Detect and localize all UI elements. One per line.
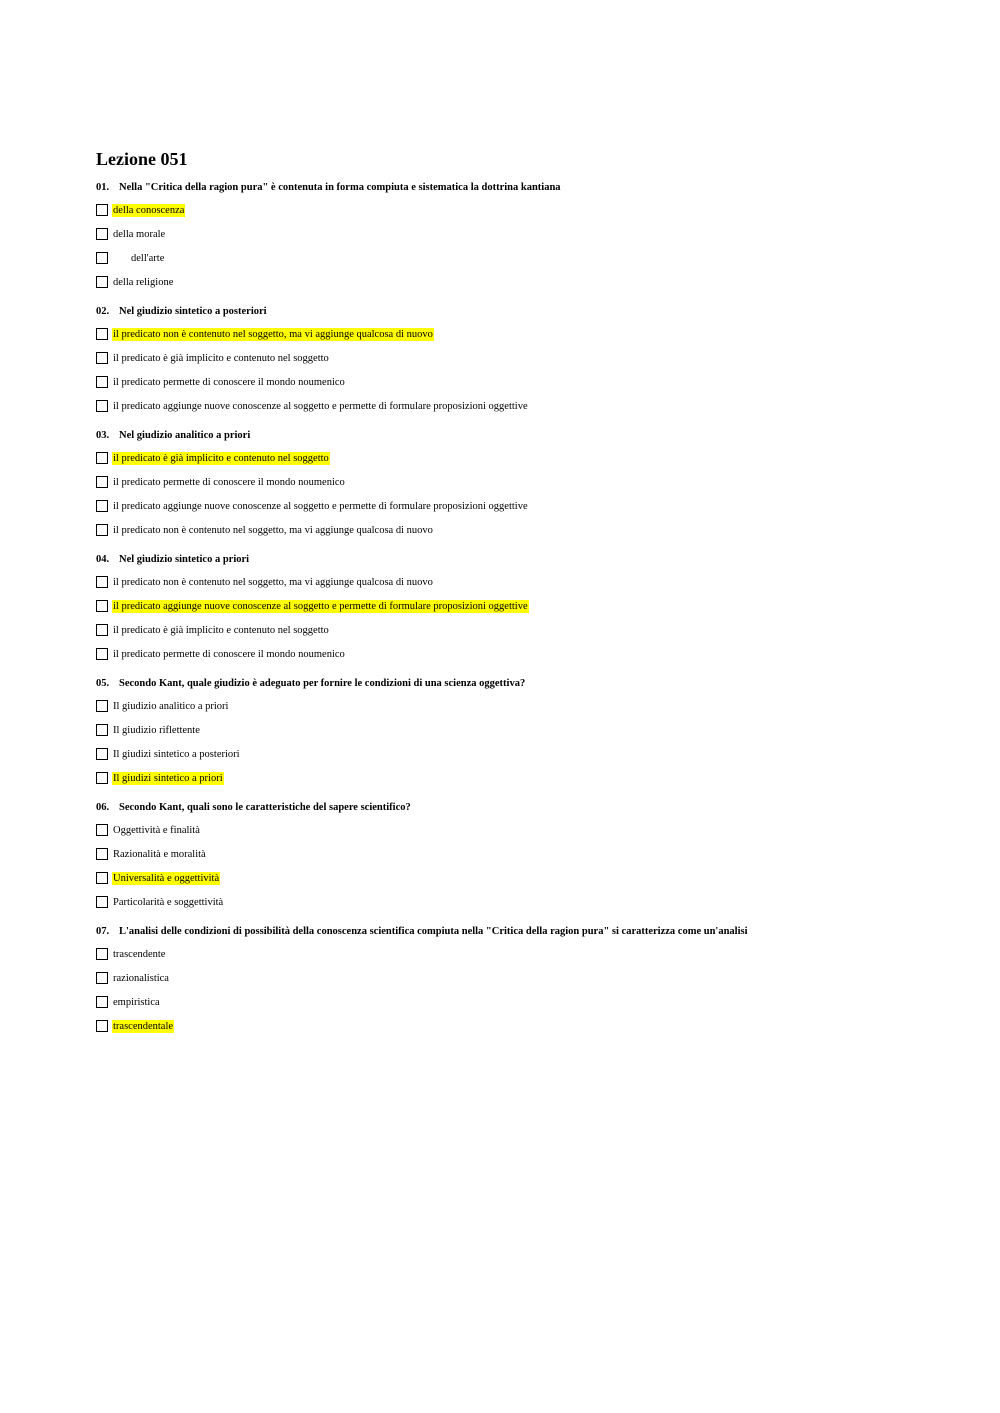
answer-label-correct: il predicato aggiunge nuove conoscenze al soggetto e permette di formulare proposizioni oggettive <box>113 600 528 612</box>
answer-option[interactable] <box>96 990 916 1014</box>
question-number: 04. <box>96 554 110 565</box>
question-text <box>96 925 916 939</box>
answer-option[interactable] <box>96 346 916 370</box>
answer-label-correct: Il giudizi sintetico a priori <box>113 772 223 784</box>
answer-option[interactable] <box>96 246 916 270</box>
question-06 <box>96 801 916 914</box>
answer-option[interactable] <box>96 718 916 742</box>
checkbox[interactable] <box>96 376 108 388</box>
question-label: Secondo Kant, quale giudizio è adeguato per fornire le condizioni di una scienza oggettiva? <box>119 678 526 689</box>
question-text <box>96 305 916 319</box>
answer-option[interactable] <box>96 470 916 494</box>
answer-label: il predicato è già implicito e contenuto nel soggetto <box>113 624 329 636</box>
checkbox[interactable] <box>96 576 108 588</box>
question-number: 06. <box>96 802 110 813</box>
answer-option[interactable] <box>96 570 916 594</box>
question-text <box>96 677 916 691</box>
answer-label-correct: il predicato non è contenuto nel soggetto, ma vi aggiunge qualcosa di nuovo <box>113 328 433 340</box>
checkbox[interactable] <box>96 848 108 860</box>
checkbox[interactable] <box>96 228 108 240</box>
question-label: Nella "Critica della ragion pura" è contenuta in forma compiuta e sistematica la dottrina kantiana <box>119 182 561 193</box>
checkbox[interactable] <box>96 748 108 760</box>
answer-option[interactable] <box>96 198 916 222</box>
answer-label: Razionalità e moralità <box>113 848 206 860</box>
answer-option[interactable] <box>96 1014 916 1038</box>
answer-option[interactable] <box>96 370 916 394</box>
question-02 <box>96 305 916 418</box>
answer-option[interactable] <box>96 222 916 246</box>
answer-option[interactable] <box>96 594 916 618</box>
checkbox[interactable] <box>96 476 108 488</box>
answer-option[interactable] <box>96 818 916 842</box>
answer-option[interactable] <box>96 942 916 966</box>
checkbox[interactable] <box>96 700 108 712</box>
checkbox[interactable] <box>96 824 108 836</box>
answer-option[interactable] <box>96 890 916 914</box>
answer-label: trascendente <box>113 948 166 960</box>
question-number: 02. <box>96 306 110 317</box>
checkbox[interactable] <box>96 600 108 612</box>
checkbox[interactable] <box>96 500 108 512</box>
checkbox[interactable] <box>96 724 108 736</box>
question-label: Secondo Kant, quali sono le caratteristiche del sapere scientifico? <box>119 802 411 813</box>
answer-label: Oggettività e finalità <box>113 824 200 836</box>
answer-label-correct: il predicato è già implicito e contenuto nel soggetto <box>113 452 329 464</box>
answer-option[interactable] <box>96 842 916 866</box>
question-01 <box>96 181 916 294</box>
answer-option[interactable] <box>96 446 916 470</box>
answer-label: il predicato non è contenuto nel soggetto, ma vi aggiunge qualcosa di nuovo <box>113 524 433 536</box>
question-label: Nel giudizio sintetico a posteriori <box>119 306 267 317</box>
checkbox[interactable] <box>96 896 108 908</box>
checkbox[interactable] <box>96 1020 108 1032</box>
question-05 <box>96 677 916 790</box>
answer-label: il predicato permette di conoscere il mondo noumenico <box>113 648 345 660</box>
checkbox[interactable] <box>96 996 108 1008</box>
checkbox[interactable] <box>96 624 108 636</box>
answer-label: Particolarità e soggettività <box>113 896 224 908</box>
answer-option[interactable] <box>96 866 916 890</box>
answer-label-correct: Universalità e oggettività <box>113 872 220 884</box>
question-number: 01. <box>96 182 110 193</box>
answer-label: il predicato permette di conoscere il mondo noumenico <box>113 476 345 488</box>
question-text <box>96 181 916 195</box>
answer-label-correct: trascendentale <box>113 1020 174 1032</box>
checkbox[interactable] <box>96 772 108 784</box>
checkbox[interactable] <box>96 524 108 536</box>
answer-option[interactable] <box>96 518 916 542</box>
question-04 <box>96 553 916 666</box>
checkbox[interactable] <box>96 352 108 364</box>
question-03 <box>96 429 916 542</box>
question-label: L'analisi delle condizioni di possibilità della conoscenza scientifica compiuta nella "Critica della ragion pura" si caratterizza come un'analisi <box>119 926 748 937</box>
document-page <box>96 148 916 1038</box>
checkbox[interactable] <box>96 872 108 884</box>
answer-label: razionalistica <box>113 972 169 984</box>
answer-option[interactable] <box>96 394 916 418</box>
checkbox[interactable] <box>96 204 108 216</box>
question-label: Nel giudizio analitico a priori <box>119 430 251 441</box>
answer-label: il predicato aggiunge nuove conoscenze al soggetto e permette di formulare proposizioni oggettive <box>113 400 528 412</box>
question-text <box>96 429 916 443</box>
answer-option[interactable] <box>96 694 916 718</box>
answer-option[interactable] <box>96 742 916 766</box>
answer-option[interactable] <box>96 494 916 518</box>
answer-label: il predicato permette di conoscere il mondo noumenico <box>113 376 345 388</box>
answer-option[interactable] <box>96 270 916 294</box>
answer-label: dell'arte <box>131 252 165 264</box>
lesson-title: Lezione 051 <box>96 149 188 169</box>
checkbox[interactable] <box>96 400 108 412</box>
question-text <box>96 801 916 815</box>
question-number: 03. <box>96 430 110 441</box>
answer-label: Il giudizi sintetico a posteriori <box>113 748 240 760</box>
checkbox[interactable] <box>96 276 108 288</box>
checkbox[interactable] <box>96 452 108 464</box>
answer-label: della religione <box>113 276 174 288</box>
question-number: 07. <box>96 926 110 937</box>
answer-option[interactable] <box>96 618 916 642</box>
answer-option[interactable] <box>96 642 916 666</box>
answer-label: il predicato aggiunge nuove conoscenze al soggetto e permette di formulare proposizioni oggettive <box>113 500 528 512</box>
question-text <box>96 553 916 567</box>
checkbox[interactable] <box>96 252 108 264</box>
question-07 <box>96 925 916 1038</box>
answer-option[interactable] <box>96 766 916 790</box>
answer-label: della morale <box>113 228 166 240</box>
answer-option[interactable] <box>96 322 916 346</box>
checkbox[interactable] <box>96 648 108 660</box>
answer-label: Il giudizio riflettente <box>113 724 200 736</box>
answer-label: empiristica <box>113 996 160 1008</box>
question-number: 05. <box>96 678 110 689</box>
answer-label: il predicato è già implicito e contenuto nel soggetto <box>113 352 329 364</box>
checkbox[interactable] <box>96 328 108 340</box>
answer-label: il predicato non è contenuto nel soggetto, ma vi aggiunge qualcosa di nuovo <box>113 576 433 588</box>
checkbox[interactable] <box>96 948 108 960</box>
question-label: Nel giudizio sintetico a priori <box>119 554 250 565</box>
answer-option[interactable] <box>96 966 916 990</box>
answer-label: Il giudizio analitico a priori <box>113 700 229 712</box>
answer-label-correct: della conoscenza <box>113 204 185 216</box>
checkbox[interactable] <box>96 972 108 984</box>
